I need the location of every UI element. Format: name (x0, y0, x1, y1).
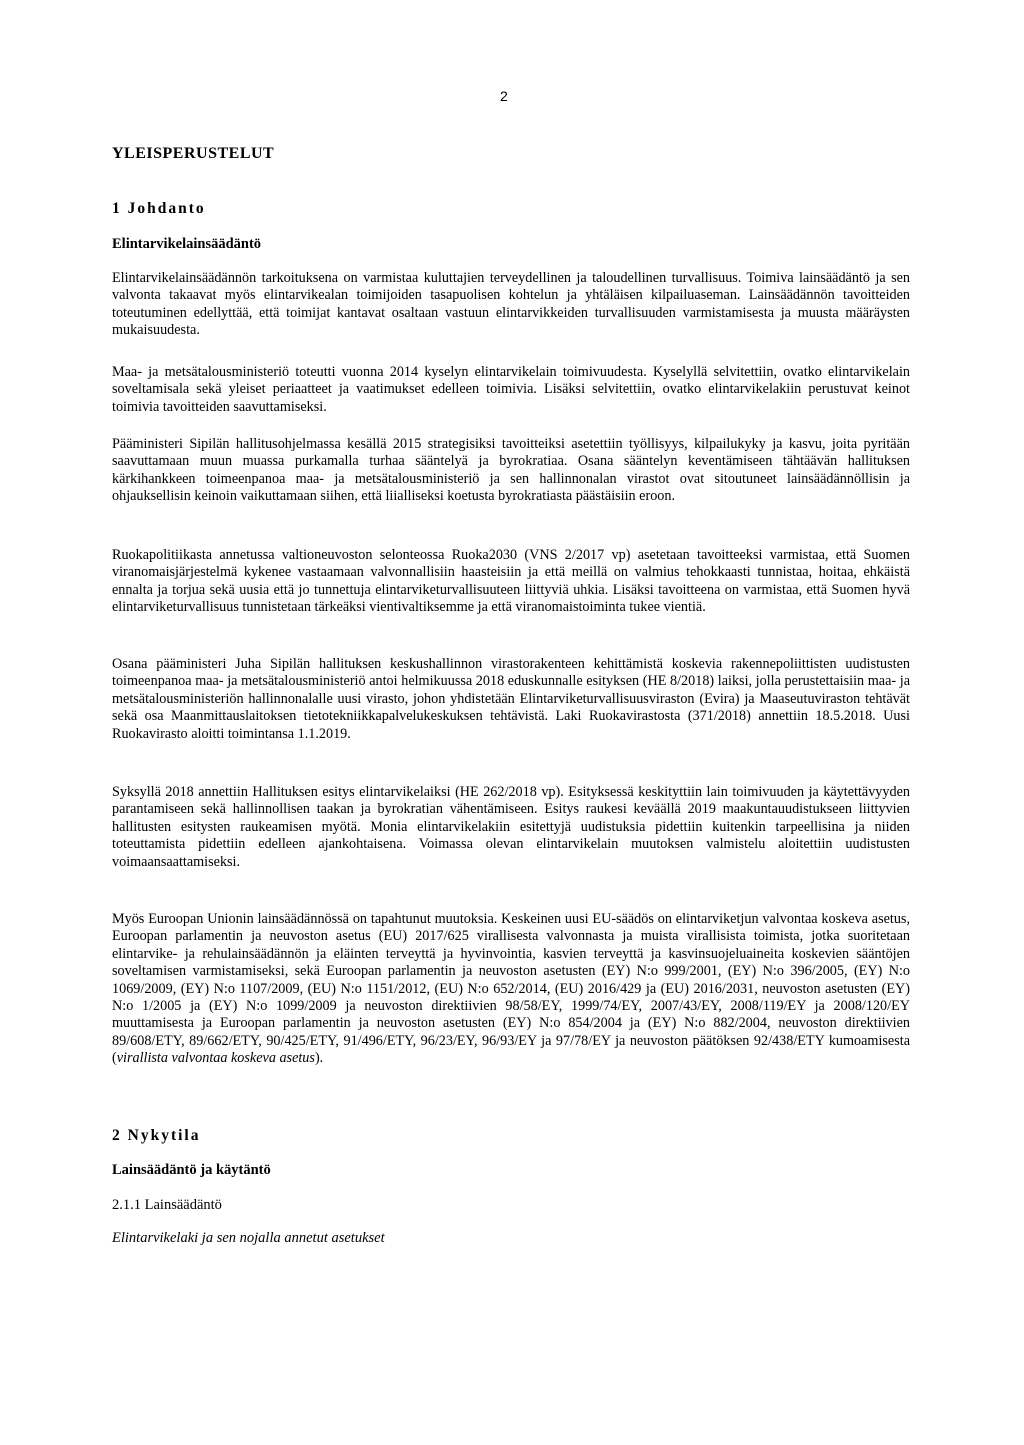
subsection-italic-title: Elintarvikelaki ja sen nojalla annetut asetukset (112, 1230, 385, 1246)
paragraph: Syksyllä 2018 annettiin Hallituksen esitys elintarvikelaiksi (HE 262/2018 vp). Esityksessä keskityttiin lain toimivuuden ja käytettävyyden parantamiseen sekä hallinnollisen taakan ja byrokratian vähentämiseen. Esitys raukesi keväällä 2019 maakuntauudistukseen liittyvien hallitusten esitysten raukeamisen myötä. Monia elintarvikelakiin esitettyjä uudistuksia pidettiin kuitenkin tarpeellisina ja niiden toteuttamista pidettiin edelleen ajankohtaisena. Voimassa olevan elintarvikelain muutoksen valmistelu aloitettiin uudistusten voimaansaattamiseksi. (112, 784, 910, 870)
paragraph: Pääministeri Sipilän hallitusohjelmassa kesällä 2015 strategisiksi tavoitteiksi asetettiin työllisyys, kilpailukyky ja kasvu, joita pyritään saavuttamaan muun muassa purkamalla turhaa sääntelyä ja byrokratiaa. Osana sääntelyn keventämiseen tähtäävän hallituksen kärkihankkeen toimeenpanoa maa- ja metsätalousministeriö ja sen hallinnonalan virastot ovat sitoutuneet lainsäädännöllisin ja ohjauksellisin keinoin vaikuttamaan siihen, että liialliseksi koetusta byrokratiasta päästäisiin eroon. (112, 436, 910, 505)
paragraph-text: Myös Euroopan Unionin lainsäädännössä on tapahtunut muutoksia. Keskeinen uusi EU-säädös on elintarviketjun valvontaa koskeva asetus, Euroopan parlamentin ja neuvoston asetus (EU) 2017/625 virallisesta valvonnasta ja muista virallisista toimista, jotka suoritetaan elintarvike- ja rehulainsäädännön ja eläinten terveyttä ja hyvinvointia, kasvien terveyttä ja kasvinsuojeluaineita koskevien sääntöjen soveltamisen varmistamiseksi, sekä Euroopan parlamentin ja neuvoston asetusten (EY) N:o 999/2001, (EY) N:o 396/2005, (EY) N:o 1069/2009, (EY) N:o 1107/2009, (EU) N:o 1151/2012, (EU) N:o 652/2014, (EU) 2016/429 ja (EU) 2016/2031, neuvoston asetusten (EY) N:o 1/2005 ja (EY) N:o 1099/2009 ja neuvoston direktiivien 98/58/EY, 1999/74/EY, 2007/43/EY, 2008/119/EY ja 2008/120/EY muuttamisesta ja Euroopan parlamentin ja neuvoston asetusten (EY) N:o 854/2004 ja (EY) N:o 882/2004, neuvoston direktiivien 89/608/ETY, 89/662/ETY, 90/425/ETY, 91/496/ETY, 96/23/EY, 96/93/EY ja 97/78/EY ja neuvoston päätöksen 92/438/ETY kumoamisesta ( (112, 911, 910, 1067)
subheading-elintarvikelainsaadanto: Elintarvikelainsäädäntö (112, 236, 262, 252)
paragraph: Elintarvikelainsäädännön tarkoituksena on varmistaa kuluttajien terveydellinen ja taloudellinen turvallisuus. Toimiva lainsäädäntö ja sen valvonta takaavat myös elintarvikealan toimijoiden tasapuolisen kohtelun ja yhtäläisen kilpailuaseman. Lainsäädännön tavoitteiden toteutuminen edellyttää, että toimijat kantavat osaltaan vastuun elintarvikkeiden turvallisuuden varmistamisesta ja muusta määräysten mukaisuudesta. (112, 270, 910, 339)
subheading-lainsaadanto-ja-kaytanto: Lainsäädäntö ja käytäntö (112, 1162, 271, 1178)
paragraph-eu-legislation (112, 911, 910, 1068)
section-heading-nykytila: 2 Nykytila (112, 1127, 201, 1144)
paragraph-end: ). (314, 1050, 324, 1067)
paragraph-italic-text: virallista valvontaa koskeva asetus (116, 1050, 315, 1067)
section-heading-johdanto: 1 Johdanto (112, 200, 206, 217)
paragraph: Osana pääministeri Juha Sipilän hallituksen keskushallinnon virastorakenteen kehittämistä koskevia rakennepoliittisten uudistusten toimeenpanoa maa- ja metsätalousministeriö antoi helmikuussa 2018 eduskunnalle esityksen (HE 8/2018) laiksi, jolla perustettaisiin maa- ja metsätalousministeriön hallinnonalalle uusi virasto, johon yhdistetään Elintarviketurvallisuusviraston (Evira) ja Maaseutuviraston tehtävät sekä osa Maanmittauslaitoksen tietotekniikkapalvelukeskuksen tehtävistä. Laki Ruokavirastosta (371/2018) annettiin 18.5.2018. Uusi Ruokavirasto aloitti toimintansa 1.1.2019. (112, 656, 910, 742)
document-title: YLEISPERUSTELUT (112, 145, 275, 162)
paragraph: Maa- ja metsätalousministeriö toteutti vuonna 2014 kyselyn elintarvikelain toimivuudesta. Kyselyllä selvitettiin, ovatko elintarvikelain soveltamisala sekä yleiset periaatteet ja vaatimukset edelleen toimivia. Lisäksi selvitettiin, ovatko elintarvikelakiin perustuvat keinot toimivia tavoitteiden saavuttamiseksi. (112, 364, 910, 415)
subsection-number-title: 2.1.1 Lainsäädäntö (112, 1197, 222, 1213)
page-number: 2 (500, 88, 508, 104)
paragraph: Ruokapolitiikasta annetussa valtioneuvoston selonteossa Ruoka2030 (VNS 2/2017 vp) asetetaan tavoitteeksi varmistaa, että Suomen viranomaisjärjestelmä kykenee vastaamaan valvonnallisiin haasteisiin ja että meillä on valmius tehokkaasti tunnistaa, hoitaa, ehkäistä ennalta ja torjua sekä uusia että jo tunnettuja elintarviketurvallisuuteen liittyviä uhkia. Lisäksi tavoitteena on varmistaa, että Suomen hyvä elintarviketurvallisuus tunnistetaan tärkeäksi vientivaltiksemme ja että viranomaistoiminta tukee vientiä. (112, 547, 910, 616)
